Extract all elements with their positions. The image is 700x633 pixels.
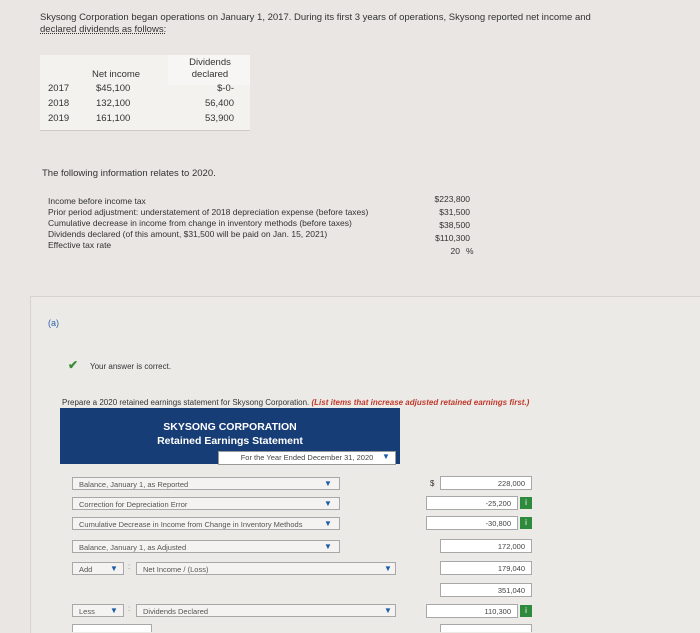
period-select[interactable] [218,451,396,465]
chevron-down-icon[interactable]: ▼ [382,452,390,461]
add-less-select[interactable]: Less [72,604,124,617]
col-header-net-income: Net income [92,69,141,80]
next-amount-field[interactable] [440,624,532,632]
tax-rate-value: 20 [450,246,460,256]
amount-field[interactable]: 110,300 [426,604,518,618]
add-less-select[interactable]: Add [72,562,124,575]
instruction-text [62,398,529,407]
col-header-dividends: Dividends [189,57,231,68]
info-label: Effective tax rate [48,240,112,250]
info-value: $110,300 [435,233,470,243]
history-dividends: 53,900 [204,113,234,124]
subtotal-field[interactable]: 351,040 [440,583,532,597]
chevron-down-icon[interactable]: ▼ [324,519,332,528]
currency-symbol: $ [430,479,435,488]
info-intro: The following information relates to 2020. [42,168,216,179]
instruction-main: Prepare a 2020 retained earnings statement for Skysong Corporation. [62,398,310,407]
info-label: Cumulative decrease in income from change in inventory methods (before taxes) [48,218,352,228]
info-value: $31,500 [439,207,470,217]
instruction-note: (List items that increase adjusted retained earnings first.) [311,398,530,407]
history-dividends: $-0- [217,83,234,94]
company-name: SKYSONG CORPORATION [163,421,297,433]
check-icon: ✔ [68,358,79,372]
history-year: 2017 [48,83,70,94]
info-badge-icon[interactable]: i [520,517,532,529]
problem-line-2: declared dividends as follows: [40,24,167,35]
history-dividends: 56,400 [204,98,234,109]
info-label: Dividends declared (of this amount, $31,500 will be paid on Jan. 15, 2021) [48,229,328,239]
row-label-select[interactable]: Net Income / (Loss) [136,562,396,575]
history-net-income: 161,100 [96,113,131,124]
part-label: (a) [48,318,59,328]
chevron-down-icon[interactable]: ▼ [110,606,118,615]
status-correct: Your answer is correct. [90,362,172,371]
amount-field[interactable]: 179,040 [440,561,532,575]
history-year: 2019 [48,113,70,124]
chevron-down-icon[interactable]: ▼ [324,499,332,508]
col-header-declared: declared [191,69,229,80]
chevron-down-icon[interactable]: ▼ [324,479,332,488]
period-select-value: For the Year Ended December 31, 2020 [240,453,374,462]
problem-text [40,12,640,36]
history-net-income: $45,100 [96,83,131,94]
next-row-field[interactable] [72,624,152,632]
chevron-down-icon[interactable]: ▼ [384,564,392,573]
row-label-select[interactable]: Cumulative Decrease in Income from Change in Inventory Methods [72,517,340,530]
row-label-select[interactable]: Correction for Depreciation Error [72,497,340,510]
history-net-income: 132,100 [96,98,131,109]
chevron-down-icon[interactable]: ▼ [110,564,118,573]
chevron-down-icon[interactable]: ▼ [324,542,332,551]
info-value: $38,500 [439,220,470,230]
info-label: Prior period adjustment: understatement of 2018 depreciation expense (before taxes) [48,207,369,217]
amount-field[interactable]: -25,200 [426,496,518,510]
info-label: Income before income tax [48,196,146,206]
history-year: 2018 [48,98,70,109]
amount-field[interactable]: 172,000 [440,539,532,553]
info-badge-icon[interactable]: i [520,497,532,509]
chevron-down-icon[interactable]: ▼ [384,606,392,615]
tax-rate-unit: % [466,246,474,256]
row-label-select[interactable]: Balance, January 1, as Reported [72,477,340,490]
statement-title: Retained Earnings Statement [157,435,303,447]
amount-field[interactable]: -30,800 [426,516,518,530]
colon-separator: : [128,562,131,571]
row-label-select[interactable]: Dividends Declared [136,604,396,617]
colon-separator: : [128,604,131,613]
row-label-select[interactable]: Balance, January 1, as Adjusted [72,540,340,553]
info-badge-icon[interactable]: i [520,605,532,617]
amount-field[interactable]: 228,000 [440,476,532,490]
info-value: $223,800 [434,194,470,204]
problem-line-1: Skysong Corporation began operations on January 1, 2017. During its first 3 years of operations, Skysong reported net income and [40,12,591,23]
